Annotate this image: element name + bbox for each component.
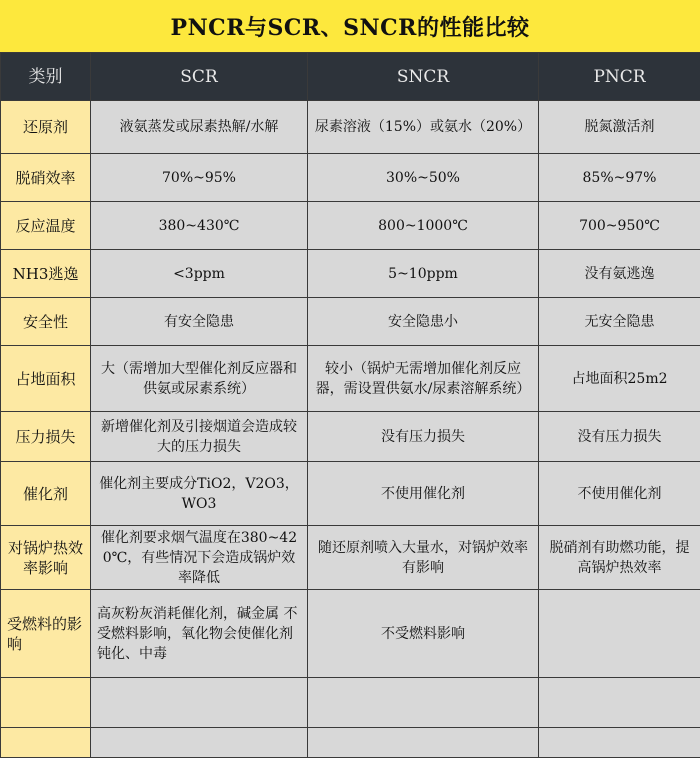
sncr-cell: 5~10ppm [308,250,539,298]
table-row [1,202,700,250]
table-row [1,346,700,412]
sncr-cell: 尿素溶液（15%）或氨水（20%） [308,101,539,154]
pncr-cell: 700~950℃ [539,202,700,250]
pncr-cell: 不使用催化剂 [539,462,700,526]
header-scr: SCR [91,53,308,101]
row-category: 压力损失 [1,412,91,462]
row-category: 还原剂 [1,101,91,154]
row-category [1,728,91,758]
header-sncr: SNCR [308,53,539,101]
sncr-cell: 没有压力损失 [308,412,539,462]
pncr-cell: 85%~97% [539,154,700,202]
pncr-cell [539,728,700,758]
scr-cell: 大（需增加大型催化剂反应器和供氨或尿素系统） [91,346,308,412]
sncr-cell: 安全隐患小 [308,298,539,346]
row-category: NH3逃逸 [1,250,91,298]
row-category [1,678,91,728]
scr-cell: 高灰粉灰消耗催化剂，碱金属 不受燃料影响，氧化物会使催化剂钝化、中毒 [91,590,308,678]
row-category: 占地面积 [1,346,91,412]
row-category: 受燃料的影响 [1,590,91,678]
sncr-cell: 30%~50% [308,154,539,202]
table-row [1,298,700,346]
scr-cell: 新增催化剂及引接烟道会造成较大的压力损失 [91,412,308,462]
sncr-cell [308,728,539,758]
page-title: PNCR与SCR、SNCR的性能比较 [0,0,700,52]
table-row [1,250,700,298]
pncr-cell: 没有氨逃逸 [539,250,700,298]
row-category: 对锅炉热效率影响 [1,526,91,590]
table-row [1,462,700,526]
scr-cell: 380~430℃ [91,202,308,250]
comparison-table [0,52,700,758]
row-category: 催化剂 [1,462,91,526]
table-row [1,154,700,202]
sncr-cell: 800~1000℃ [308,202,539,250]
sncr-cell: 不受燃料影响 [308,590,539,678]
table-row [1,678,700,728]
table-row [1,590,700,678]
table-row [1,412,700,462]
pncr-cell: 没有压力损失 [539,412,700,462]
sncr-cell [308,678,539,728]
scr-cell: 70%~95% [91,154,308,202]
scr-cell: 有安全隐患 [91,298,308,346]
sncr-cell: 随还原剂喷入大量水，对锅炉效率有影响 [308,526,539,590]
scr-cell: 液氨蒸发或尿素热解/水解 [91,101,308,154]
pncr-cell: 脱硝剂有助燃功能，提高锅炉热效率 [539,526,700,590]
sncr-cell: 较小（锅炉无需增加催化剂反应器，需设置供氨水/尿素溶解系统） [308,346,539,412]
table-row [1,728,700,758]
pncr-cell: 脱氮激活剂 [539,101,700,154]
scr-cell: 催化剂主要成分TiO2，V2O3，WO3 [91,462,308,526]
scr-cell [91,678,308,728]
scr-cell [91,728,308,758]
pncr-cell [539,678,700,728]
row-category: 脱硝效率 [1,154,91,202]
scr-cell: 催化剂要求烟气温度在380~420℃，有些情况下会造成锅炉效率降低 [91,526,308,590]
pncr-cell: 无安全隐患 [539,298,700,346]
header-pncr: PNCR [539,53,700,101]
table-row [1,101,700,154]
pncr-cell [539,590,700,678]
sncr-cell: 不使用催化剂 [308,462,539,526]
pncr-cell: 占地面积25m2 [539,346,700,412]
table-header-row [1,53,700,101]
header-category: 类别 [1,53,91,101]
table-row [1,526,700,590]
scr-cell: <3ppm [91,250,308,298]
row-category: 安全性 [1,298,91,346]
row-category: 反应温度 [1,202,91,250]
